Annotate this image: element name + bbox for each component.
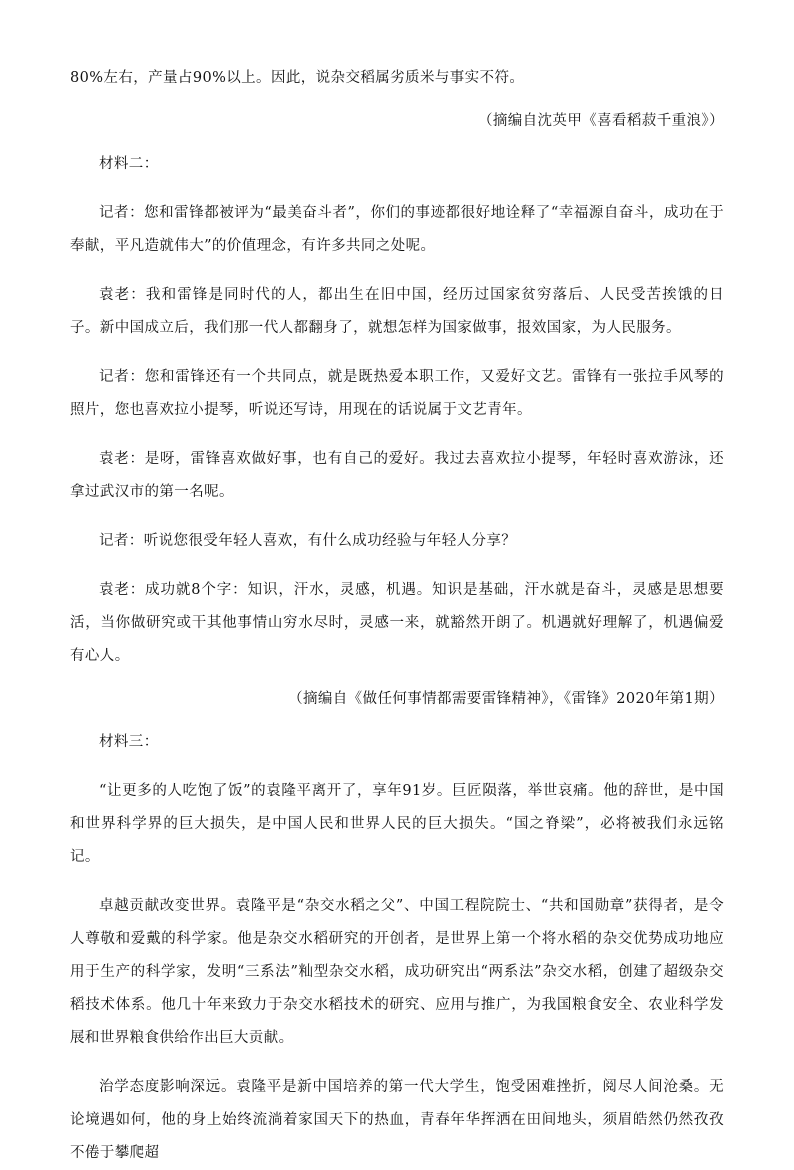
source-citation-1: （摘编自沈英甲《喜看稻菽千重浪》） (477, 113, 724, 129)
interview-yuan-1: 袁老：我和雷锋是同时代的人，都出生在旧中国，经历过国家贫穷落后、人民受苦挨饿的日子。新中国成立后，我们那一代人都翻身了，就想怎样为国家做事，报效国家，为人民服务。 (70, 287, 724, 336)
interview-yuan-2: 袁老：是呀，雷锋喜欢做好事，也有自己的爱好。我过去喜欢拉小提琴，年轻时喜欢游泳，还拿过武汉市的第一名呢。 (70, 451, 724, 500)
material-3-heading: 材料三： (99, 734, 159, 750)
material-2-heading: 材料二： (99, 156, 159, 172)
paragraph-continuation: 80%左右，产量占90%以上。因此，说杂交稻属劣质米与事实不符。 (70, 70, 525, 86)
interview-yuan-3: 袁老：成功就8个字：知识，汗水，灵感，机遇。知识是基础，汗水就是奋斗，灵感是思想要活，当你做研究或干其他事情山穷水尽时，灵感一来，就豁然开朗了。机遇就好理解了，机遇偏爱有心人。 (70, 582, 724, 664)
source-citation-2: （摘编自《做任何事情都需要雷锋精神》，《雷锋》2020年第1期） (288, 691, 724, 707)
interview-reporter-1: 记者：您和雷锋都被评为“最美奋斗者”，你们的事迹都很好地诠释了“幸福源自奋斗，成功在于奉献，平凡造就伟大”的价值理念，有许多共同之处呢。 (70, 205, 724, 254)
paragraph-scholarship: 治学态度影响深远。袁隆平是新中国培养的第一代大学生，饱受困难挫折，阅尽人间沧桑。无论境遇如何，他的身上始终流淌着家国天下的热血，青春年华挥洒在田间地头，须眉皓然仍然孜孜不倦于攀爬超 (70, 1079, 724, 1161)
paragraph-tribute: “让更多的人吃饱了饭”的袁隆平离开了，享年91岁。巨匠陨落，举世哀痛。他的辞世，是中国和世界科学界的巨大损失，是中国人民和世界人民的巨大损失。“国之脊梁”，必将被我们永远铭记。 (70, 783, 724, 865)
interview-reporter-2: 记者：您和雷锋还有一个共同点，就是既热爱本职工作，又爱好文艺。雷锋有一张拉手风琴的照片，您也喜欢拉小提琴，听说还写诗，用现在的话说属于文艺青年。 (70, 369, 724, 418)
paragraph-contribution: 卓越贡献改变世界。袁隆平是“杂交水稻之父”、中国工程院院士、“共和国勋章”获得者，是令人尊敬和爱戴的科学家。他是杂交水稻研究的开创者，是世界上第一个将水稻的杂交优势成功地应用于生产的科学家，发明“三系法”籼型杂交水稻，成功研究出“两系法”杂交水稻，创建了超级杂交稻技术体系。他几十年来致力于杂交水稻技术的研究、应用与推广，为我国粮食安全、农业科学发展和世界粮食供给作出巨大贡献。 (70, 898, 724, 1046)
interview-reporter-3: 记者：听说您很受年轻人喜欢，有什么成功经验与年轻人分享？ (99, 533, 517, 549)
